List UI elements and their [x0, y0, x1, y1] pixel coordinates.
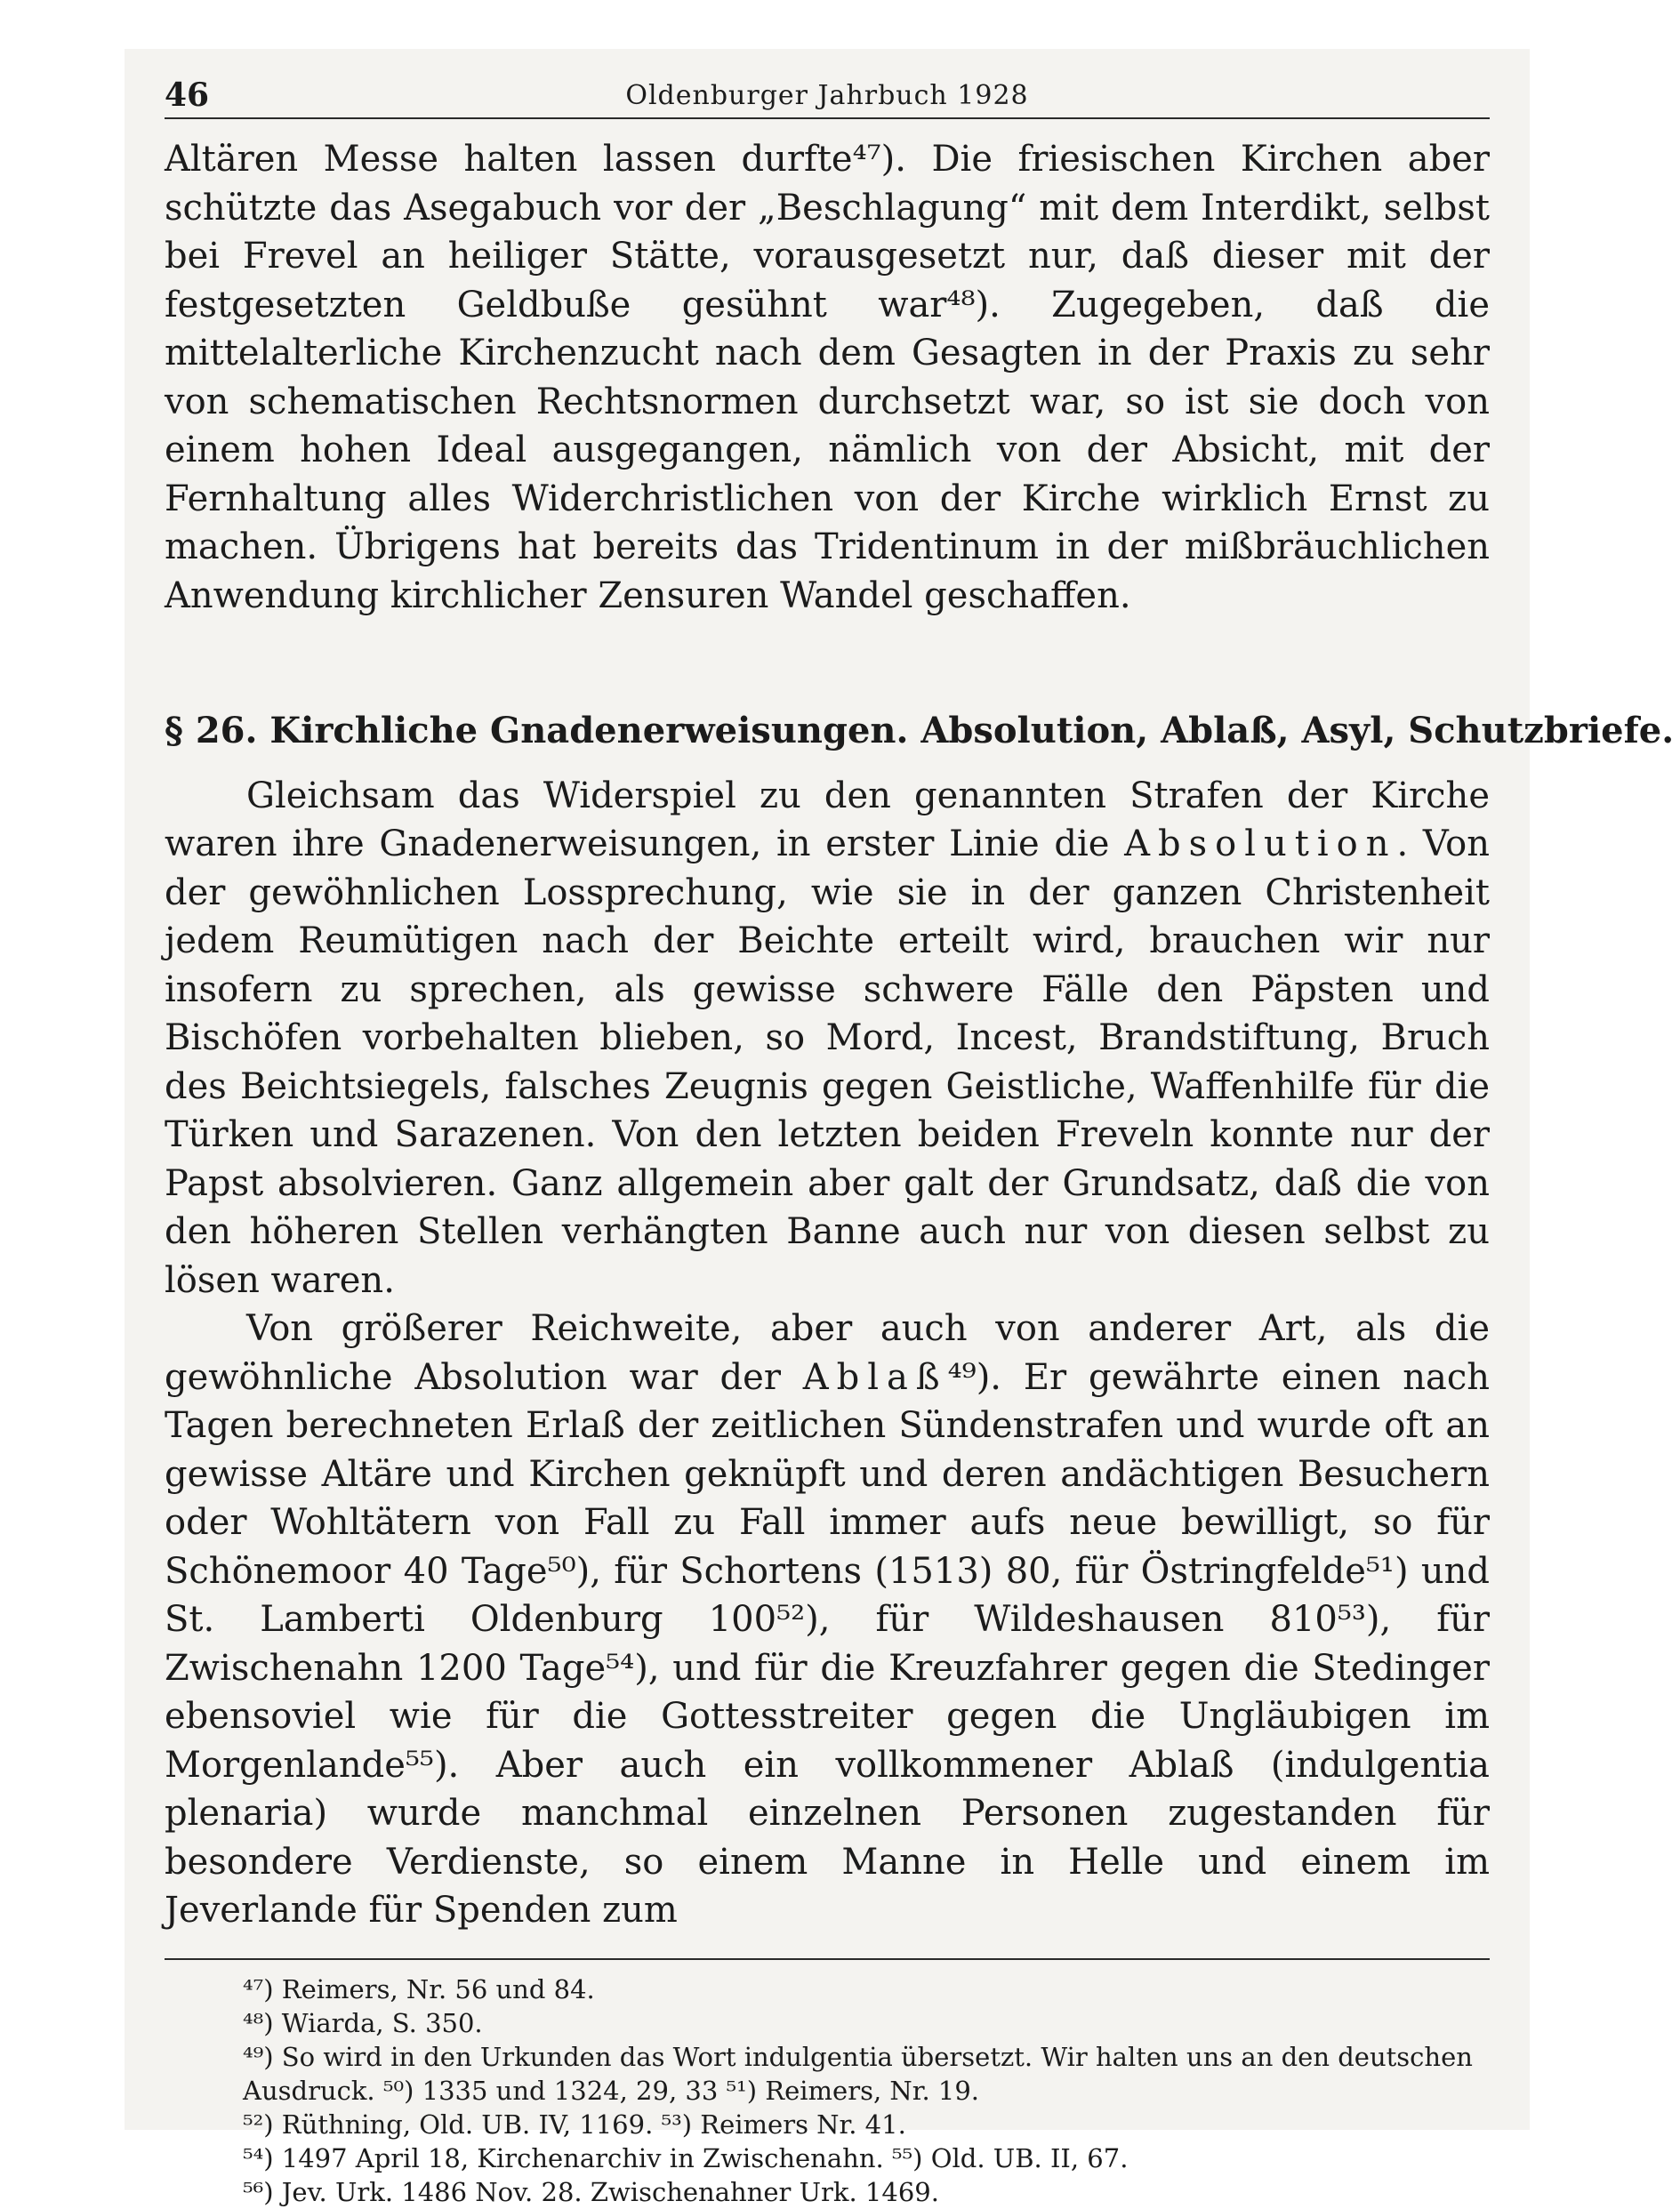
page-number: 46 [165, 76, 210, 114]
footnote-56: ⁵⁶) Jev. Urk. 1486 Nov. 28. Zwischenahner Urk. 1469. [243, 2176, 939, 2207]
paragraph-3-text-before: Von größerer Reichweite, aber auch von anderer Art, als die gewöhnliche Absolution war der [165, 1308, 1490, 1398]
footnote-48: ⁴⁸) Wiarda, S. 350. [243, 2007, 483, 2038]
footnote-rule [165, 1958, 1490, 1960]
footnote-54-55: ⁵⁴) 1497 April 18, Kirchenarchiv in Zwischenahn. ⁵⁵) Old. UB. II, 67. [243, 2142, 1129, 2173]
paragraph-2 [165, 772, 1490, 1305]
footnote-52-53: ⁵²) Rüthning, Old. UB. IV, 1169. ⁵³) Reimers Nr. 41. [243, 2109, 906, 2140]
section-heading: § 26. Kirchliche Gnadenerweisungen. Absolution, Ablaß, Asyl, Schutzbriefe. [165, 710, 1675, 751]
paragraph-2-text-after: . Von der gewöhnlichen Lossprechung, wie sie in der ganzen Christenheit jedem Reumütigen nach der Beichte erteilt wird, brauchen wir nur insofern zu sprechen, als gewisse schwere Fälle den Päpsten und Bischöfen vorbehalten blieben, so Mord, Incest, Brandstiftung, Bruch des Beichtsiegels, falsches Zeugnis gegen Geistliche, Waffenhilfe für die Türken und Sarazenen. Von den letzten beiden Freveln konnte nur der Papst absolvieren. Ganz allgemein aber galt der Grundsatz, daß die von den höheren Stellen verhängten Banne auch nur von diesen selbst zu lösen waren. [165, 823, 1490, 1301]
page-header [165, 71, 1490, 119]
footnote-47: ⁴⁷) Reimers, Nr. 56 und 84. [243, 1973, 595, 2004]
text-column [165, 71, 1675, 2209]
spaced-term-ablass: Ablaß [802, 1356, 948, 1398]
footnote-49-50-51: ⁴⁹) So wird in den Urkunden das Wort indulgentia übersetzt. Wir halten uns an den deutschen Ausdruck. ⁵⁰) 1335 und 1324, 29, 33 ⁵¹) Reimers, Nr. 19. [243, 2041, 1473, 2106]
paragraph-1: Altären Messe halten lassen durfte⁴⁷). Die friesischen Kirchen aber schützte das Asegabuch vor der „Beschlagung“ mit dem Interdikt, selbst bei Frevel an heiliger Stätte, vorausgesetzt nur, daß dieser mit der festgesetzten Geldbuße gesühnt war⁴⁸). Zugegeben, daß die mittelalterliche Kirchenzucht nach dem Gesagten in der Praxis zu sehr von schematischen Rechtsnormen durchsetzt war, so ist sie doch von einem hohen Ideal ausgegangen, nämlich von der Absicht, mit der Fernhaltung alles Widerchristlichen von der Kirche wirklich Ernst zu machen. Übrigens hat bereits das Tridentinum in der mißbräuchlichen Anwendung kirchlicher Zensuren Wandel geschaffen. [165, 139, 1490, 616]
body-text [165, 135, 1675, 1935]
footnotes [165, 1972, 1490, 2209]
paragraph-2-text-before: Gleichsam das Widerspiel zu den genannten Strafen der Kirche waren ihre Gnadenerweisungen, in erster Linie die [165, 775, 1490, 864]
spaced-term-absolution: Absolution [1124, 823, 1397, 864]
running-title: Oldenburger Jahrbuch 1928 [625, 80, 1029, 111]
paragraph-3-text-after: ⁴⁹). Er gewährte einen nach Tagen berechneten Erlaß der zeitlichen Sündenstrafen und wurde oft an gewisse Altäre und Kirchen geknüpft und deren andächtigen Besuchern oder Wohltätern von Fall zu Fall immer aufs neue bewilligt, so für Schönemoor 40 Tage⁵⁰), für Schortens (1513) 80, für Östringfelde⁵¹) und St. Lamberti Oldenburg 100⁵²), für Wildeshausen 810⁵³), für Zwischenahn 1200 Tage⁵⁴), und für die Kreuzfahrer gegen die Stedinger ebensoviel wie für die Gottesstreiter gegen die Ungläubigen im Morgenlande⁵⁵). Aber auch ein vollkommener Ablaß (indulgentia plenaria) wurde manchmal einzelnen Personen zugestanden für besondere Verdienste, so einem Manne in Helle und einem im Jeverlande für Spenden zum [165, 1356, 1491, 1931]
paragraph-3 [165, 1305, 1490, 1935]
